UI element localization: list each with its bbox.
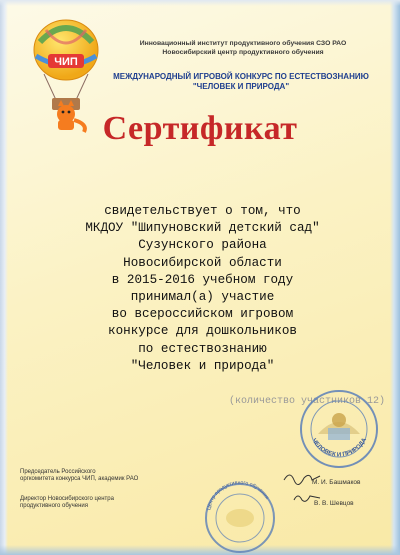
participants-count: (количество участников 12)	[228, 396, 385, 407]
signer-2-name: В. В. Шевцов	[314, 500, 354, 507]
body-line: конкурсе для дошкольников	[108, 324, 297, 339]
issuer-header	[108, 39, 378, 57]
body-line: Новосибирской области	[123, 255, 282, 270]
left-border	[0, 0, 8, 555]
top-border	[0, 0, 400, 6]
body-line: "Человек и природа"	[130, 358, 275, 373]
logo-text: ЧИП	[54, 56, 78, 68]
contest-stamp-icon	[298, 388, 380, 470]
body-line: принимал(а) участие	[130, 289, 275, 304]
signer-2-line1: Директор Новосибирского центра	[20, 496, 114, 502]
signer-2-line2: продуктивного обучения	[20, 503, 89, 510]
body-line: МКДОУ "Шипуновский детский сад"	[85, 221, 320, 236]
body-line: в 2015-2016 учебном году	[111, 272, 294, 287]
contest-title	[86, 72, 396, 92]
center-name: Новосибирский центр продуктивного обучения	[162, 49, 324, 56]
signer-1-name: М. И. Башмаков	[312, 479, 361, 486]
signer-2-title	[20, 496, 230, 510]
signer-1-title	[20, 469, 230, 483]
contest-title-line2: "ЧЕЛОВЕК И ПРИРОДА"	[192, 82, 290, 91]
body-line: по естествознанию	[138, 341, 267, 356]
center-stamp-icon	[194, 474, 284, 554]
stamp-left-text: Центр продуктивного обучения	[206, 479, 270, 511]
certificate-body	[40, 203, 365, 375]
body-line: во всероссийском игровом	[111, 307, 294, 322]
signer-1-line2: оргкомитета конкурса ЧИП, академик РАО	[20, 476, 139, 483]
signer-1-line1: Председатель Российского	[20, 469, 96, 475]
institute-name: Инновационный институт продуктивного обучения СЗО РАО	[139, 40, 347, 47]
certificate-title: Сертификат	[102, 110, 298, 147]
body-line: Сузунского района	[138, 238, 267, 253]
stamp-right-text: ЧЕЛОВЕК И ПРИРОДА	[310, 437, 368, 459]
body-line: свидетельствует о том, что	[104, 204, 301, 218]
contest-title-line1: МЕЖДУНАРОДНЫЙ ИГРОВОЙ КОНКУРС ПО ЕСТЕСТВОЗНАНИЮ	[113, 72, 369, 81]
